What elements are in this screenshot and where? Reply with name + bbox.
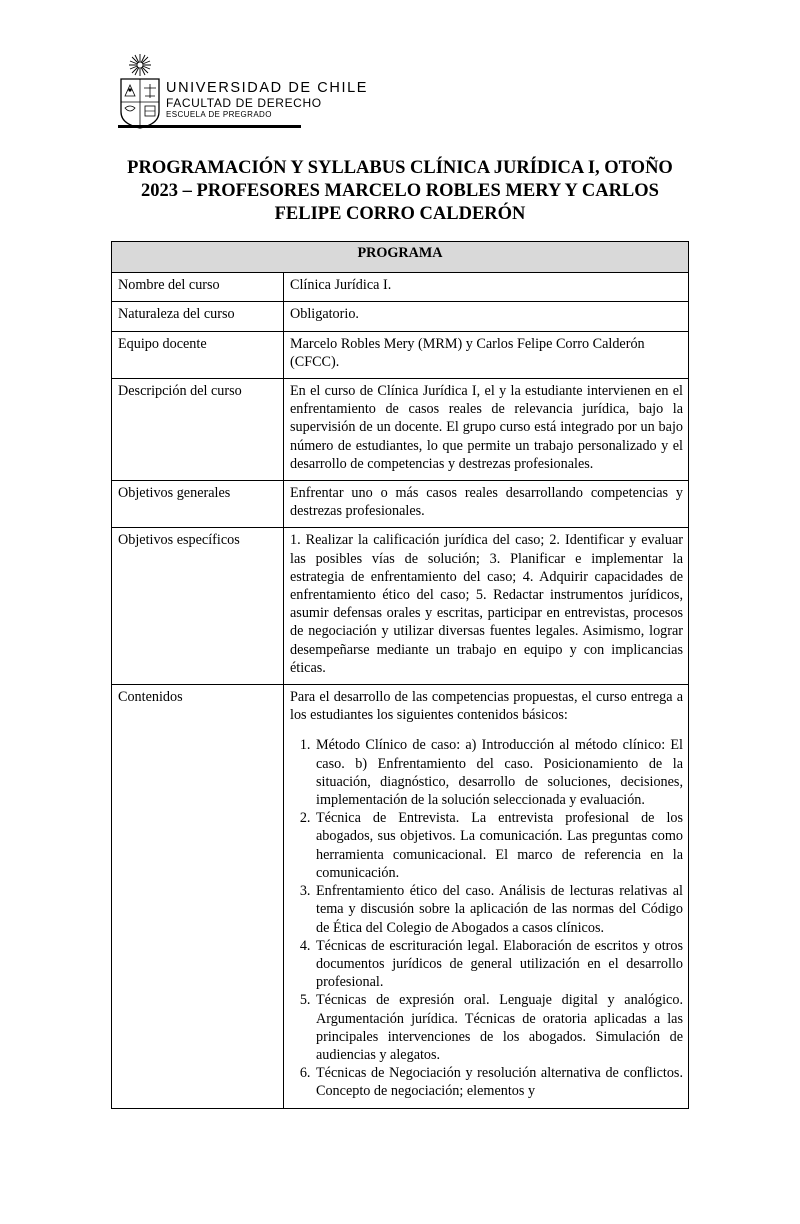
school-name: ESCUELA DE PREGRADO xyxy=(166,110,272,119)
table-row xyxy=(112,331,689,378)
title-line-2: 2023 – PROFESORES MARCELO ROBLES MERY Y CARLOS xyxy=(141,181,659,201)
row-label: Objetivos específicos xyxy=(112,528,284,685)
table-row xyxy=(112,481,689,528)
table-row xyxy=(112,302,689,331)
table-row xyxy=(112,379,689,481)
row-label: Nombre del curso xyxy=(112,273,284,302)
row-value: Enfrentar uno o más casos reales desarrollando competencias y destrezas profesionales. xyxy=(284,481,689,528)
row-value: Marcelo Robles Mery (MRM) y Carlos Felipe Corro Calderón (CFCC). xyxy=(284,331,689,378)
list-item: 3. Enfrentamiento ético del caso. Análisis de lecturas relativas al tema y discusión sobre la aplicación de las normas del Código de Ética del Colegio de Abogados a casos clínicos. xyxy=(314,882,683,937)
program-table xyxy=(111,241,689,1109)
row-label: Descripción del curso xyxy=(112,379,284,481)
row-label: Equipo docente xyxy=(112,331,284,378)
row-value: 1. Realizar la calificación jurídica del caso; 2. Identificar y evaluar las posibles vías de solución; 3. Planificar e implementar la estrategia de enfrentamiento del caso; 4. Adquirir capacidades de enfrentamiento ético del caso; 5. Redactar instrumentos jurídicos, asumir defensas orales y escritas, participar en entrevistas, procesos de negociación y utilizar diversas fuentes legales. Asimismo, lograr desempeñarse mediante un trabajo en equipo y con implicancias éticas. xyxy=(284,528,689,685)
row-value: En el curso de Clínica Jurídica I, el y la estudiante intervienen en el enfrentamiento de casos reales de relevancia jurídica, bajo la supervisión de un docente. El grupo curso está integrado por un bajo número de estudiantes, lo que permite un trabajo personalizado y el desarrollo de competencias y destrezas profesionales. xyxy=(284,379,689,481)
document-title xyxy=(110,157,690,226)
row-value: Clínica Jurídica I. xyxy=(284,273,689,302)
table-row xyxy=(112,528,689,685)
university-name: UNIVERSIDAD DE CHILE xyxy=(166,80,369,96)
table-row-contents xyxy=(112,685,689,1108)
list-item: 6. Técnicas de Negociación y resolución alternativa de conflictos. Concepto de negociación; elementos y xyxy=(314,1064,683,1100)
header-rule xyxy=(118,125,301,128)
table-heading-row xyxy=(112,242,689,273)
title-line-3: FELIPE CORRO CALDERÓN xyxy=(274,204,526,224)
list-item: 1. Método Clínico de caso: a) Introducción al método clínico: El caso. b) Enfrentamiento del caso. Posicionamiento de la situación, diagnóstico, desarrollo de soluciones, decisiones, implementación de la solución seleccionada y evaluación. xyxy=(314,736,683,809)
row-value: Obligatorio. xyxy=(284,302,689,331)
table-heading: PROGRAMA xyxy=(112,242,689,273)
row-label: Objetivos generales xyxy=(112,481,284,528)
header-logo xyxy=(118,52,369,128)
university-seal-icon xyxy=(118,52,162,130)
row-label: Contenidos xyxy=(112,685,284,1108)
table-row xyxy=(112,273,689,302)
list-item: 2. Técnica de Entrevista. La entrevista profesional de los abogados, sus objetivos. La comunicación. Las preguntas como herramienta comunicacional. El marco de referencia en la comunicación. xyxy=(314,809,683,882)
list-item: 5. Técnicas de expresión oral. Lenguaje digital y analógico. Argumentación jurídica. Técnicas de oratoria aplicadas a las principales intervenciones de los abogados. Simulación de audiencias y alegatos. xyxy=(314,991,683,1064)
contents-intro: Para el desarrollo de las competencias propuestas, el curso entrega a los estudiantes los siguientes contenidos básicos: xyxy=(290,689,683,724)
title-line-1: PROGRAMACIÓN Y SYLLABUS CLÍNICA JURÍDICA I, OTOÑO xyxy=(127,158,673,178)
faculty-name: FACULTAD DE DERECHO xyxy=(166,96,322,110)
list-item: 4. Técnicas de escrituración legal. Elaboración de escritos y otros documentos jurídicos de general utilización en el desarrollo profesional. xyxy=(314,937,683,992)
contents-list xyxy=(290,736,683,1100)
row-value-contents xyxy=(284,685,689,1108)
row-label: Naturaleza del curso xyxy=(112,302,284,331)
